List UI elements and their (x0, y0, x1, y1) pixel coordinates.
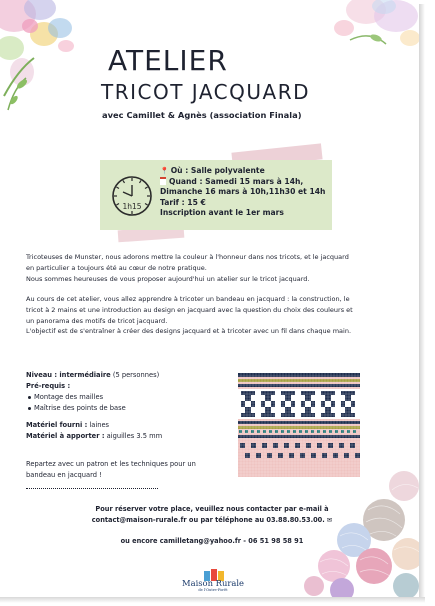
pattern-dot (311, 453, 316, 458)
logo-name: Maison Rurale (182, 578, 244, 588)
date-text-1: Quand : Samedi 15 mars à 14h, (169, 176, 304, 186)
description-line: L'objectif est de s'entraîner à créer des designs jacquard et à tricoter avec un fil dans chaque main. (26, 327, 352, 336)
maison-rurale-logo (180, 566, 246, 596)
pattern-dot (306, 443, 311, 448)
pattern-dot (299, 430, 302, 433)
flower-decoration-top-left (0, 0, 100, 120)
mail-icon: ✉ (326, 516, 333, 524)
registration-row (160, 208, 325, 219)
pattern-dot (257, 430, 260, 433)
pattern-dot (328, 443, 333, 448)
prereq-heading: Pré-requis : (26, 382, 71, 390)
pattern-dot (347, 430, 350, 433)
contact-line: Pour réserver votre place, veuillez nous contacter par e-mail à (95, 505, 329, 513)
material-label: Matériel fourni : (26, 421, 88, 429)
pattern-dot (350, 443, 355, 448)
organizer-line: avec Camillet & Agnès (association Finala) (102, 110, 302, 120)
pattern-dot (295, 443, 300, 448)
pattern-dot (256, 453, 261, 458)
title: ATELIER (108, 44, 228, 77)
pattern-dot (240, 443, 245, 448)
contact-line (70, 515, 354, 526)
description-line: tricot à 2 mains et une introduction au design en jacquard avec la question du choix des couleurs et (26, 305, 353, 314)
pattern-dot (239, 430, 242, 433)
pattern-dot (269, 430, 272, 433)
pattern-dot (311, 430, 314, 433)
description-line: un panorama des motifs de tricot jacquard. (26, 316, 168, 325)
pattern-dot (344, 453, 349, 458)
location-row (160, 166, 325, 177)
pattern-dot (251, 430, 254, 433)
pattern-dot (317, 430, 320, 433)
pattern-dot (245, 430, 248, 433)
description-line: Au cours de cet atelier, vous allez apprendre à tricoter un bandeau en jacquard : la construction, le (26, 295, 350, 303)
page-shadow-bottom (0, 597, 425, 603)
logo-mark (204, 566, 225, 578)
level-note: (5 personnes) (110, 371, 160, 379)
event-details (160, 166, 325, 219)
intro-line: Tricoteuses de Munster, nous adorons mettre la couleur à l'honneur dans nos tricots, et le jacquard (26, 253, 349, 261)
pattern-dot (293, 430, 296, 433)
material-line (26, 421, 109, 429)
flower-decoration-top-right (330, 0, 425, 80)
price-row (160, 198, 325, 209)
outro-line: bandeau en jacquard ! (26, 471, 102, 479)
pattern-dot (287, 430, 290, 433)
pattern-dot (284, 443, 289, 448)
intro-line: en particulier a toujours été au cœur de notre pratique. (26, 263, 207, 272)
pattern-dot (275, 430, 278, 433)
pattern-dot (289, 453, 294, 458)
pattern-dot (335, 430, 338, 433)
contact-line: ou encore camilletang@yahoo.fr - 06 51 98 58 91 (120, 537, 304, 545)
subtitle: TRICOT JACQUARD (101, 80, 310, 104)
prereq-item: Maîtrise des points de base (34, 404, 126, 412)
pattern-dot (263, 430, 266, 433)
pattern-dot (341, 430, 344, 433)
prereq-item: Montage des mailles (34, 393, 104, 401)
pattern-band (238, 421, 360, 424)
intro-paragraph (26, 252, 396, 284)
price-text: Tarif : 15 € (160, 197, 206, 207)
outro-line: Repartez avec un patron et les techniques pour un (26, 460, 196, 468)
date-row (160, 177, 325, 188)
jacquard-pattern-image (238, 373, 360, 477)
location-text: Où : Salle polyvalente (170, 166, 265, 175)
pattern-band (238, 426, 360, 429)
pattern-dot (322, 453, 327, 458)
dotted-separator (26, 488, 158, 489)
material-value: laines (87, 421, 110, 429)
bring-label: Matériel à apporter : (26, 432, 105, 440)
level-line (26, 371, 159, 379)
date-row-2 (160, 187, 325, 198)
clock-duration-label: 1h15 (122, 202, 142, 211)
pattern-band (238, 379, 360, 382)
pattern-dot (339, 443, 344, 448)
pattern-dot (300, 453, 305, 458)
pattern-dot (262, 443, 267, 448)
description-paragraph (26, 294, 396, 337)
pattern-dot (305, 430, 308, 433)
pattern-band (238, 435, 360, 438)
registration-text: Inscription avant le 1er mars (160, 208, 284, 218)
bring-line (26, 432, 162, 440)
pattern-dot (333, 453, 338, 458)
pattern-band (238, 373, 360, 377)
pattern-dot (355, 453, 360, 458)
pattern-dot (353, 430, 356, 433)
pattern-dot (267, 453, 272, 458)
contact-block (70, 504, 354, 547)
pattern-dot (251, 443, 256, 448)
pin-icon: 📍 (160, 167, 169, 175)
pattern-dot (278, 453, 283, 458)
contact-details: contact@maison-rurale.fr ou par téléphone au 03.88.80.53.00. (91, 516, 325, 524)
clock-icon (110, 174, 154, 218)
level-label: Niveau : intermédiaire (26, 371, 111, 379)
pattern-dot (317, 443, 322, 448)
pattern-dot (273, 443, 278, 448)
calendar-icon (160, 177, 166, 185)
pattern-dot (245, 453, 250, 458)
intro-line: Nous sommes heureuses de vous proposer aujourd'hui un atelier sur le tricot jacquard. (26, 274, 310, 283)
pattern-band (238, 384, 360, 387)
logo-tagline: de l'Outre-Forêt (198, 588, 228, 592)
pattern-dot (323, 430, 326, 433)
bring-value: aiguilles 3.5 mm (104, 432, 163, 440)
pattern-dot (281, 430, 284, 433)
pattern-dot (329, 430, 332, 433)
page-shadow-right (419, 4, 425, 600)
date-text-2: Dimanche 16 mars à 10h,11h30 et 14h (160, 187, 326, 197)
